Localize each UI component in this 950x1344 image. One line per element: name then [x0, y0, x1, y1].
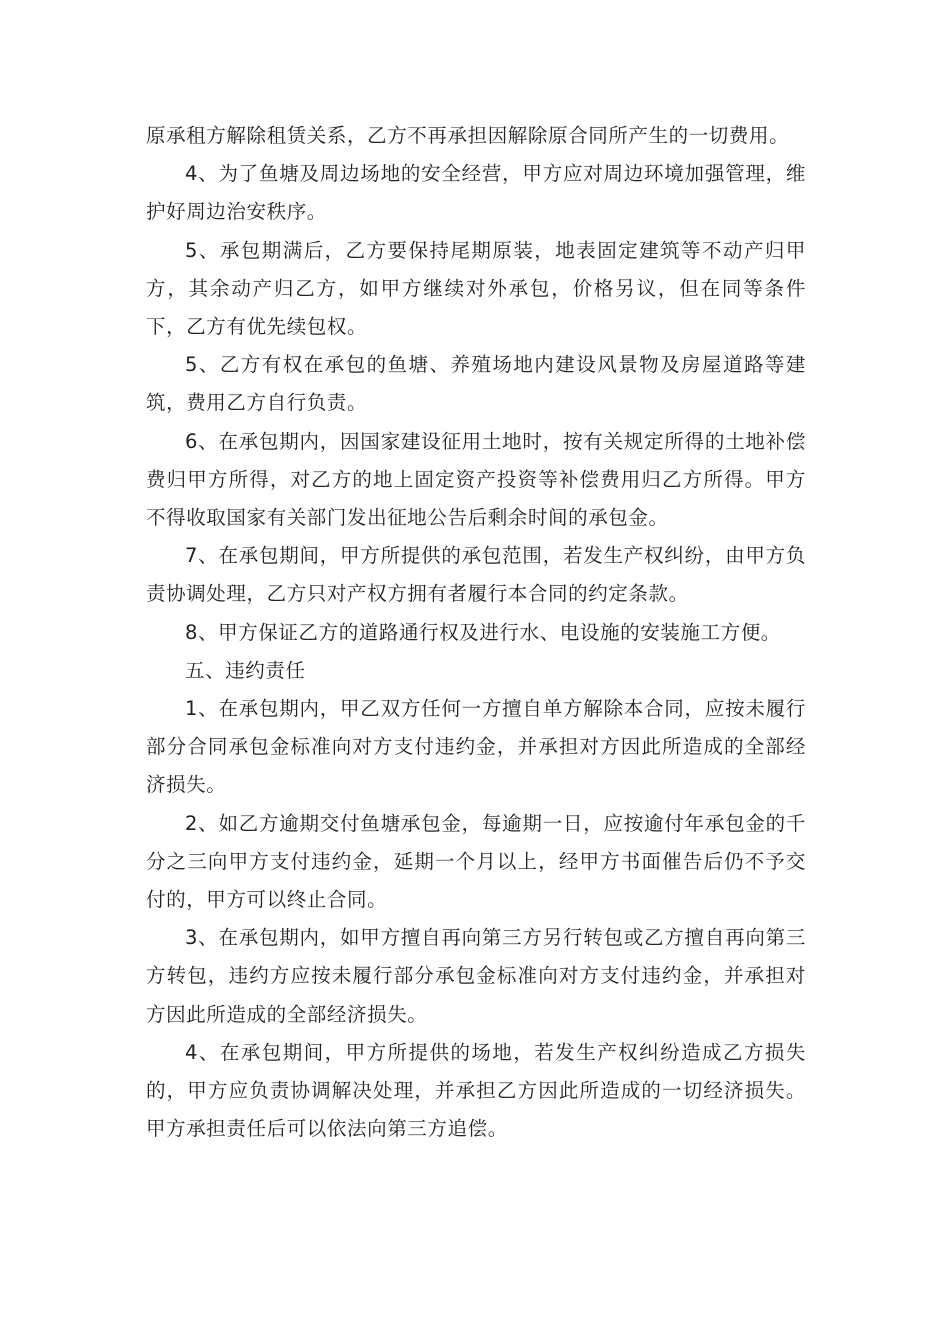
paragraph-liability-3: 3、在承包期内，如甲方擅自再向第三方另行转包或乙方擅自再向第三方转包，违约方应按未履行部分承包金标准向对方支付违约金，并承担对方因此所造成的全部经济损失。 — [146, 926, 806, 1026]
paragraph-liability-1: 1、在承包期内，甲乙双方任何一方擅自单方解除本合同，应按未履行部分合同承包金标准向对方支付违约金，并承担对方因此所造成的全部经济损失。 — [146, 697, 806, 797]
paragraph-clause-4-security: 4、为了鱼塘及周边场地的安全经营，甲方应对周边环境加强管理，维护好周边治安秩序。 — [146, 162, 806, 224]
paragraph-clause-7-disputes: 7、在承包期间，甲方所提供的承包范围，若发生产权纠纷，由甲方负责协调处理，乙方只对产权方拥有者履行本合同的约定条款。 — [146, 544, 806, 606]
paragraph-liability-4: 4、在承包期间，甲方所提供的场地，若发生产权纠纷造成乙方损失的，甲方应负责协调解决处理，并承担乙方因此所造成的一切经济损失。甲方承担责任后可以依法向第三方追偿。 — [146, 1040, 806, 1141]
paragraph-liability-2: 2、如乙方逾期交付鱼塘承包金，每逾期一日，应按逾付年承包金的千分之三向甲方支付违约金，延期一个月以上，经甲方书面催告后仍不予交付的，甲方可以终止合同。 — [146, 811, 806, 912]
paragraph-clause-5-construction: 5、乙方有权在承包的鱼塘、养殖场地内建设风景物及房屋道路等建筑，费用乙方自行负责。 — [146, 353, 806, 415]
document-body — [146, 117, 806, 1148]
paragraph-continuation: 原承租方解除租赁关系，乙方不再承担因解除原合同所产生的一切费用。 — [146, 124, 790, 147]
paragraph-clause-6-expropriation: 6、在承包期内，因国家建设征用土地时，按有关规定所得的土地补偿费归甲方所得，对乙方的地上固定资产投资等补偿费用归乙方所得。甲方不得收取国家有关部门发出征地公告后剩余时间的承包金。 — [146, 429, 806, 530]
paragraph-clause-8-access: 8、甲方保证乙方的道路通行权及进行水、电设施的安装施工方便。 — [185, 620, 781, 644]
section-heading-liability: 五、违约责任 — [185, 658, 306, 682]
paragraph-clause-5-expiry: 5、承包期满后，乙方要保持尾期原装，地表固定建筑等不动产归甲方，其余动产归乙方，如甲方继续对外承包，价格另议，但在同等条件下，乙方有优先续包权。 — [146, 238, 806, 339]
